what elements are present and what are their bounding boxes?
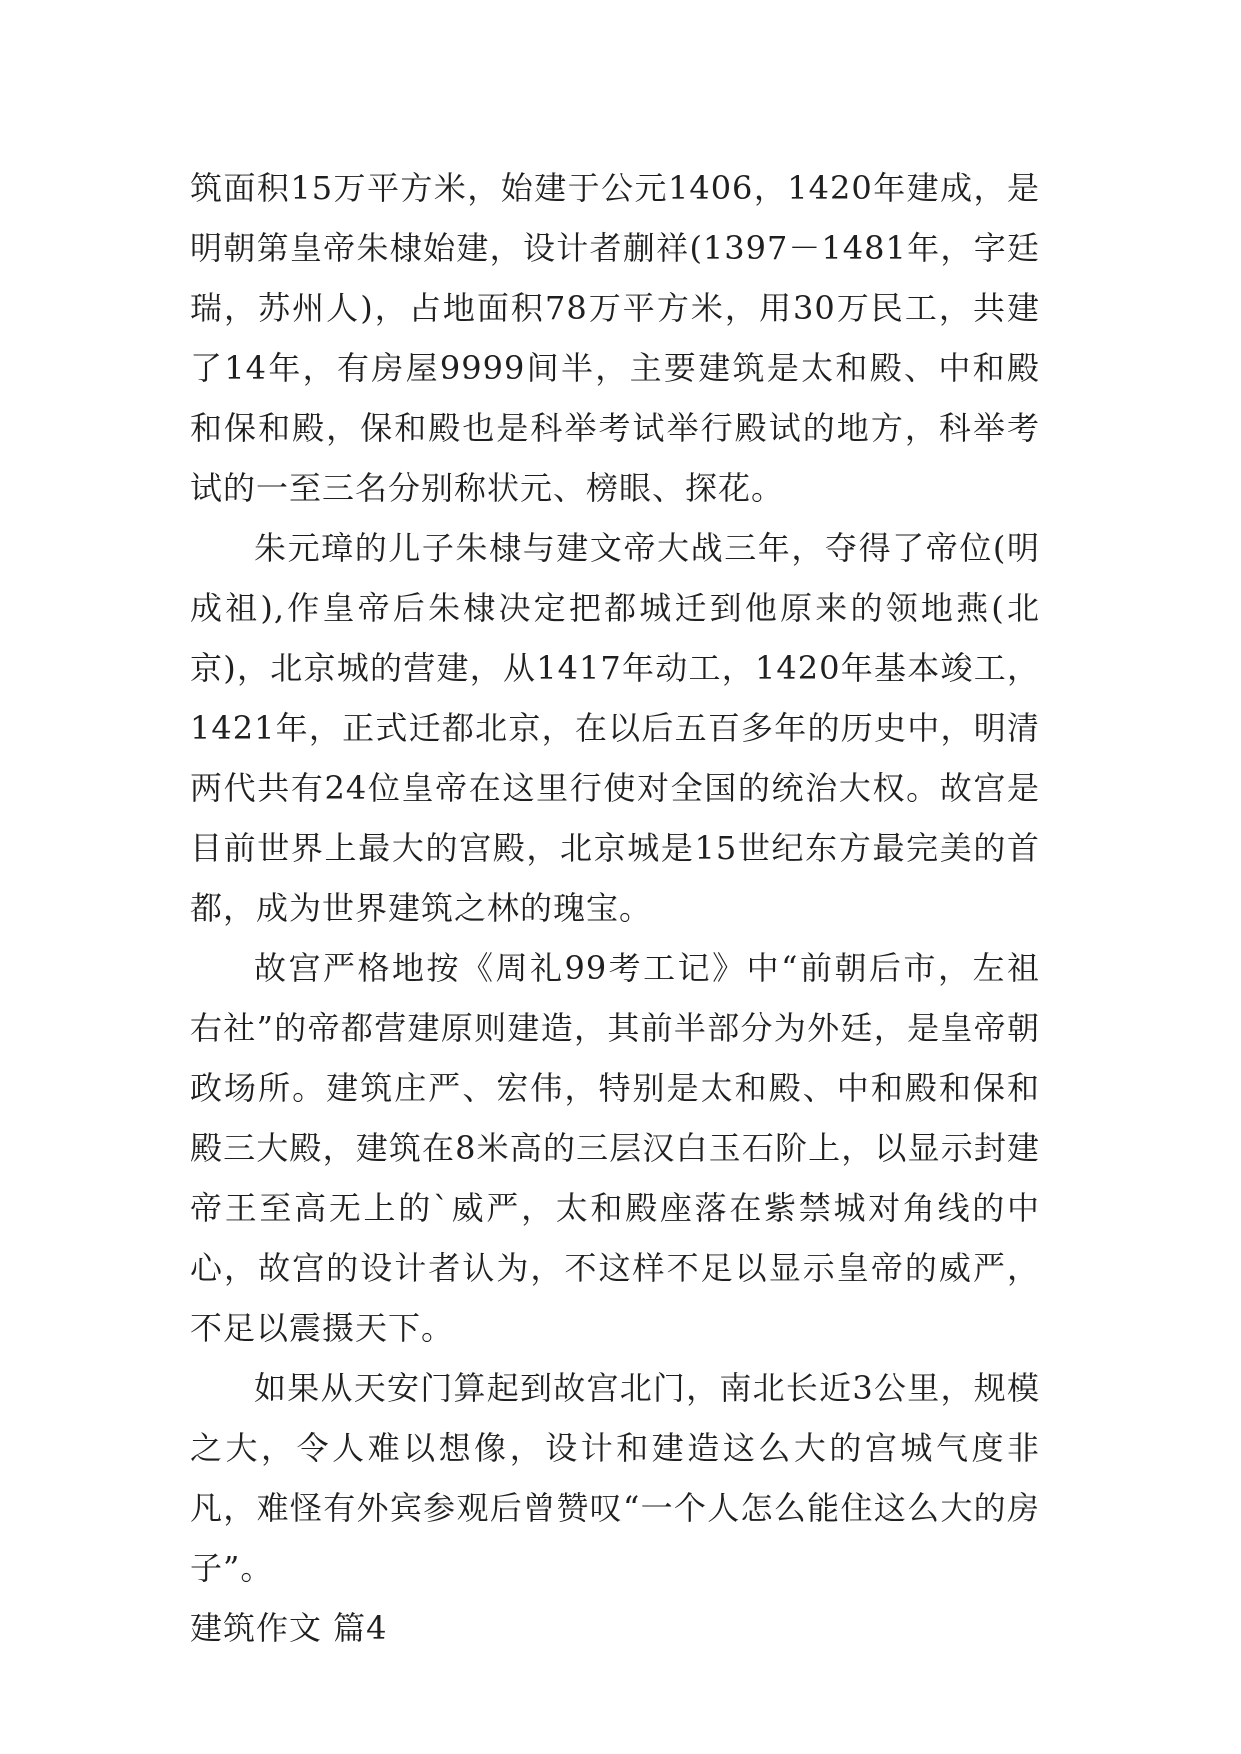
paragraph-2: 朱元璋的儿子朱棣与建文帝大战三年，夺得了帝位(明成祖),作皇帝后朱棣决定把都城迁到他原来的领地燕(北京)，北京城的营建，从1417年动工，1420年基本竣工，1421年，正式迁都北京，在以后五百多年的历史中，明清两代共有24位皇帝在这里行使对全国的统治大权。故宫是目前世界上最大的宫殿，北京城是15世纪东方最完美的首都，成为世界建筑之林的瑰宝。 xyxy=(190,529,1040,927)
document-body xyxy=(190,158,1040,1658)
section-heading: 建筑作文 篇4 xyxy=(190,1609,388,1647)
paragraph-3: 故宫严格地按《周礼99考工记》中“前朝后市，左祖右社”的帝都营建原则建造，其前半部分为外廷，是皇帝朝政场所。建筑庄严、宏伟，特别是太和殿、中和殿和保和殿三大殿，建筑在8米高的三层汉白玉石阶上，以显示封建帝王至高无上的`威严，太和殿座落在紫禁城对角线的中心，故宫的设计者认为，不这样不足以显示皇帝的威严，不足以震摄天下。 xyxy=(190,949,1040,1347)
paragraph-4: 如果从天安门算起到故宫北门，南北长近3公里，规模之大，令人难以想像，设计和建造这么大的宫城气度非凡，难怪有外宾参观后曾赞叹“一个人怎么能住这么大的房子”。 xyxy=(190,1369,1040,1587)
paragraph-1: 筑面积15万平方米，始建于公元1406，1420年建成，是明朝第皇帝朱棣始建，设计者蒯祥(1397－1481年，字廷瑞，苏州人)，占地面积78万平方米，用30万民工，共建了14年，有房屋9999间半，主要建筑是太和殿、中和殿和保和殿，保和殿也是科举考试举行殿试的地方，科举考试的一至三名分别称状元、榜眼、探花。 xyxy=(190,169,1040,507)
